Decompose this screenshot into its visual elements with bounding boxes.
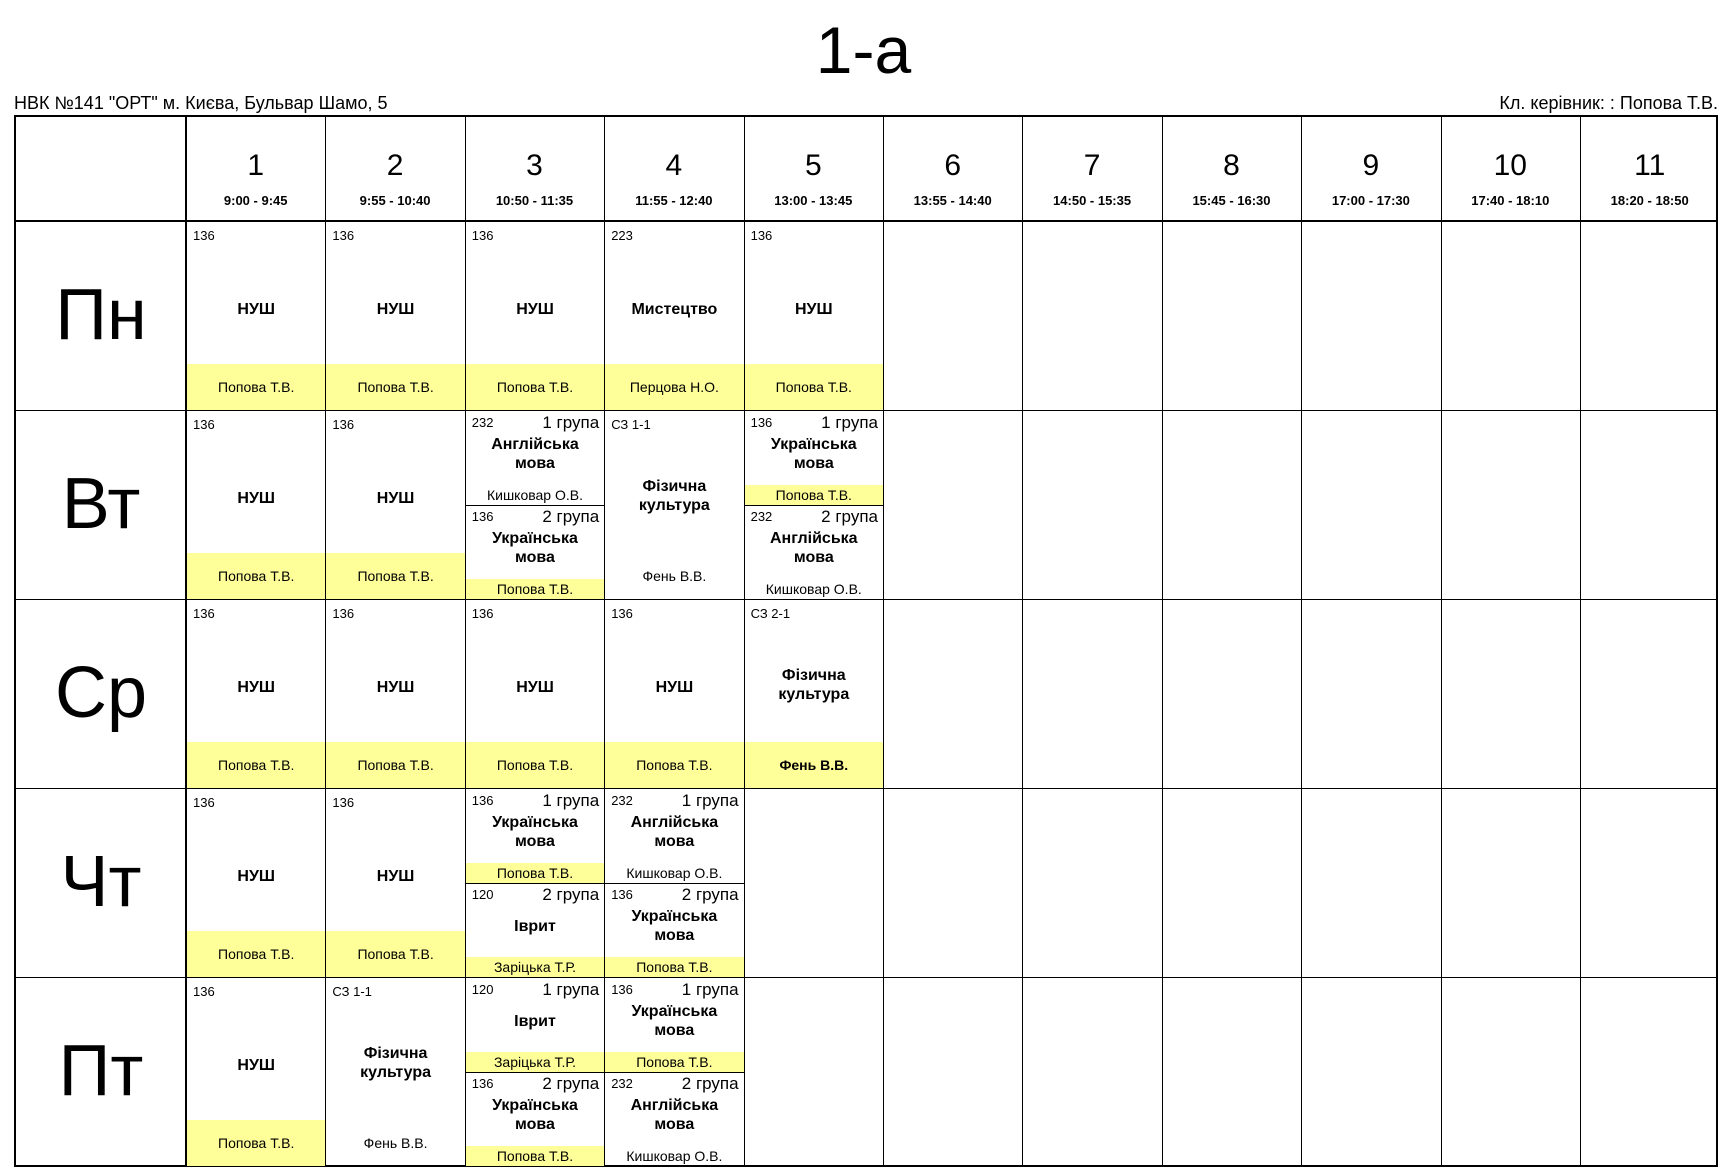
lesson-cell[interactable] bbox=[187, 222, 325, 410]
group-label: 2 група bbox=[542, 885, 600, 904]
group-label: 1 група bbox=[542, 413, 600, 432]
lesson-cell[interactable] bbox=[466, 978, 604, 1166]
period-time: 10:50 - 11:35 bbox=[495, 193, 574, 208]
teacher-name: Попова Т.В. bbox=[605, 957, 743, 977]
subject-name: Англійська мова bbox=[491, 436, 579, 472]
lesson-cell[interactable] bbox=[187, 411, 325, 599]
period-time: 17:00 - 17:30 bbox=[1331, 193, 1410, 208]
period-header bbox=[883, 117, 1022, 221]
teacher-name: Попова Т.В. bbox=[466, 863, 604, 883]
group-label: 2 група bbox=[821, 507, 878, 526]
lesson-cell[interactable] bbox=[745, 600, 883, 788]
teacher-name: Попова Т.В. bbox=[466, 579, 604, 599]
subject-name: НУШ bbox=[376, 868, 415, 885]
period-header bbox=[465, 117, 604, 221]
group-divider bbox=[466, 883, 604, 884]
subject-name: Англійська мова bbox=[769, 530, 858, 566]
subject-name: Українська мова bbox=[770, 436, 857, 472]
period-header bbox=[1162, 117, 1301, 221]
teacher-name: Попова Т.В. bbox=[466, 364, 604, 410]
period-number: 9 bbox=[1362, 149, 1380, 182]
subject-name: Іврит bbox=[514, 918, 556, 935]
subject-name: Українська мова bbox=[631, 908, 718, 944]
teacher-name: Попова Т.В. bbox=[745, 485, 883, 505]
subject-name: Фізична культура bbox=[778, 667, 850, 703]
teacher-name: Фень В.В. bbox=[363, 1135, 428, 1151]
column-divider bbox=[1022, 117, 1023, 1165]
room-number: 136 bbox=[193, 417, 215, 432]
teacher-name: Попова Т.В. bbox=[605, 742, 743, 788]
period-header bbox=[1022, 117, 1161, 221]
lesson-cell[interactable] bbox=[605, 222, 743, 410]
teacher-name: Попова Т.В. bbox=[466, 742, 604, 788]
period-header bbox=[325, 117, 464, 221]
period-time: 13:00 - 13:45 bbox=[774, 193, 853, 208]
group-label: 1 група bbox=[681, 791, 739, 810]
room-number: 136 bbox=[471, 509, 494, 524]
group-lesson[interactable] bbox=[605, 978, 743, 1072]
period-time: 9:55 - 10:40 bbox=[359, 193, 431, 208]
subject-name: НУШ bbox=[237, 301, 275, 318]
group-label: 2 група bbox=[681, 1074, 739, 1093]
teacher-name: Попова Т.В. bbox=[605, 1052, 743, 1072]
room-number: 136 bbox=[750, 228, 773, 243]
subject-name: НУШ bbox=[376, 490, 415, 507]
subject-name: НУШ bbox=[237, 679, 275, 696]
room-number: СЗ 1-1 bbox=[332, 984, 372, 999]
period-time: 11:55 - 12:40 bbox=[635, 193, 713, 208]
column-divider bbox=[1301, 117, 1302, 1165]
subject-name: Іврит bbox=[514, 1013, 556, 1030]
room-number: СЗ 2-1 bbox=[750, 606, 791, 621]
room-number: 136 bbox=[471, 793, 494, 808]
period-header bbox=[744, 117, 883, 221]
group-label: 1 група bbox=[681, 980, 739, 999]
teacher-name: Перцова Н.О. bbox=[605, 364, 743, 410]
teacher-name: Попова Т.В. bbox=[187, 364, 325, 410]
group-divider bbox=[745, 505, 883, 506]
group-lesson[interactable] bbox=[605, 883, 743, 977]
subject-name: Фізична культура bbox=[360, 1045, 432, 1081]
room-number: 136 bbox=[332, 795, 355, 810]
period-header bbox=[604, 117, 743, 221]
period-header bbox=[186, 117, 325, 221]
subject-name: Українська мова bbox=[631, 1003, 718, 1039]
room-number: 136 bbox=[471, 606, 494, 621]
group-divider bbox=[605, 883, 743, 884]
room-number: 136 bbox=[332, 228, 355, 243]
subject-name: НУШ bbox=[516, 301, 554, 318]
period-number: 5 bbox=[804, 149, 822, 182]
group-label: 2 група bbox=[681, 885, 739, 904]
room-number: 232 bbox=[471, 415, 494, 430]
teacher-name: Заріцька Т.Р. bbox=[466, 957, 604, 977]
period-header bbox=[1441, 117, 1580, 221]
group-label: 1 група bbox=[821, 413, 878, 432]
teacher-name: Попова Т.В. bbox=[326, 553, 464, 599]
lesson-cell[interactable] bbox=[326, 222, 464, 410]
room-number: 136 bbox=[193, 795, 215, 810]
lesson-cell[interactable] bbox=[466, 222, 604, 410]
period-number: 1 bbox=[247, 149, 265, 182]
teacher-name: Попова Т.В. bbox=[745, 364, 883, 410]
day-label: Ср bbox=[54, 653, 148, 733]
room-number: 136 bbox=[471, 228, 494, 243]
subject-name: НУШ bbox=[237, 1057, 275, 1074]
teacher-name: Фень В.В. bbox=[642, 568, 707, 584]
period-number: 6 bbox=[944, 149, 962, 182]
period-time: 14:50 - 15:35 bbox=[1053, 193, 1132, 208]
subject-name: Англійська мова bbox=[630, 814, 719, 850]
group-lesson[interactable] bbox=[466, 978, 604, 1072]
column-divider bbox=[883, 117, 884, 1165]
period-header bbox=[1301, 117, 1440, 221]
teacher-name: Заріцька Т.Р. bbox=[466, 1052, 604, 1072]
room-number: 136 bbox=[332, 417, 355, 432]
teacher-name: Попова Т.В. bbox=[466, 1146, 604, 1166]
room-number: 136 bbox=[471, 1076, 494, 1091]
period-time: 17:40 - 18:10 bbox=[1471, 193, 1550, 208]
subject-name: Українська мова bbox=[492, 1097, 578, 1133]
teacher-name: Попова Т.В. bbox=[326, 742, 464, 788]
period-time: 18:20 - 18:50 bbox=[1610, 193, 1689, 208]
lesson-cell[interactable] bbox=[605, 600, 743, 788]
group-lesson[interactable] bbox=[605, 1072, 743, 1166]
room-number: СЗ 1-1 bbox=[611, 417, 651, 432]
period-number: 4 bbox=[665, 149, 683, 182]
group-label: 2 група bbox=[542, 507, 600, 526]
teacher-name: Попова Т.В. bbox=[187, 553, 325, 599]
column-divider bbox=[1580, 117, 1581, 1165]
lesson-cell[interactable] bbox=[187, 978, 325, 1166]
teacher-name: Кишковар О.В. bbox=[626, 1148, 723, 1164]
group-lesson[interactable] bbox=[605, 789, 743, 883]
column-divider bbox=[1162, 117, 1163, 1165]
group-lesson[interactable] bbox=[466, 1072, 604, 1166]
group-lesson[interactable] bbox=[466, 789, 604, 883]
room-number: 120 bbox=[471, 982, 494, 997]
teacher-name: Попова Т.В. bbox=[326, 364, 464, 410]
column-divider bbox=[1441, 117, 1442, 1165]
lesson-cell[interactable] bbox=[326, 789, 464, 977]
subject-name: НУШ bbox=[376, 301, 415, 318]
group-label: 1 група bbox=[542, 980, 600, 999]
subject-name: НУШ bbox=[237, 490, 275, 507]
lesson-cell[interactable] bbox=[187, 789, 325, 977]
lesson-cell[interactable] bbox=[466, 411, 604, 599]
group-lesson[interactable] bbox=[466, 411, 604, 505]
period-number: 7 bbox=[1083, 149, 1101, 182]
page-title: 1-а bbox=[815, 13, 912, 87]
day-label: Вт bbox=[61, 464, 141, 544]
teacher-name: Попова Т.В. bbox=[187, 742, 325, 788]
subject-name: Фізична культура bbox=[638, 478, 710, 514]
period-number: 10 bbox=[1493, 149, 1527, 182]
subject-name: Англійська мова bbox=[630, 1097, 719, 1133]
subject-name: НУШ bbox=[655, 679, 694, 696]
group-lesson[interactable] bbox=[745, 505, 883, 599]
subject-name: НУШ bbox=[516, 679, 554, 696]
room-number: 223 bbox=[611, 228, 633, 243]
teacher-name: Кишковар О.В. bbox=[626, 865, 723, 881]
period-number: 2 bbox=[386, 149, 404, 182]
lesson-cell[interactable] bbox=[187, 600, 325, 788]
period-time: 13:55 - 14:40 bbox=[913, 193, 992, 208]
period-number: 8 bbox=[1223, 149, 1240, 182]
room-number: 120 bbox=[471, 887, 494, 902]
teacher-name: Фень В.В. bbox=[745, 742, 883, 788]
period-time: 9:00 - 9:45 bbox=[223, 193, 288, 208]
timetable-grid bbox=[14, 115, 1718, 1167]
subject-name: НУШ bbox=[237, 868, 275, 885]
room-number: 136 bbox=[611, 606, 633, 621]
lesson-cell[interactable] bbox=[326, 600, 464, 788]
teacher-name: Кишковар О.В. bbox=[765, 581, 862, 597]
room-number: 232 bbox=[611, 793, 633, 808]
teacher-name: Кишковар О.В. bbox=[486, 487, 583, 503]
class-teacher: Кл. керівник: : Попова Т.В. bbox=[1499, 93, 1718, 113]
teacher-name: Попова Т.В. bbox=[187, 1120, 325, 1166]
subject-name: Українська мова bbox=[492, 814, 578, 850]
group-divider bbox=[466, 505, 604, 506]
group-divider bbox=[466, 1072, 604, 1073]
room-number: 136 bbox=[611, 887, 633, 902]
school-name: НВК №141 "ОРТ" м. Києва, Бульвар Шамо, 5 bbox=[14, 93, 388, 113]
subject-name: НУШ bbox=[376, 679, 415, 696]
room-number: 136 bbox=[332, 606, 355, 621]
lesson-cell[interactable] bbox=[605, 789, 743, 977]
day-label: Чт bbox=[60, 842, 142, 922]
group-divider bbox=[605, 1072, 743, 1073]
room-number: 232 bbox=[750, 509, 773, 524]
room-number: 136 bbox=[611, 982, 633, 997]
period-time: 15:45 - 16:30 bbox=[1192, 193, 1271, 208]
lesson-cell[interactable] bbox=[466, 789, 604, 977]
period-number: 11 bbox=[1634, 149, 1666, 182]
group-lesson[interactable] bbox=[466, 883, 604, 977]
room-number: 136 bbox=[193, 606, 215, 621]
lesson-cell[interactable] bbox=[605, 978, 743, 1166]
lesson-cell[interactable] bbox=[326, 411, 464, 599]
lesson-cell[interactable] bbox=[745, 411, 883, 599]
room-number: 136 bbox=[193, 228, 215, 243]
teacher-name: Попова Т.В. bbox=[187, 931, 325, 977]
group-label: 1 група bbox=[542, 791, 600, 810]
subject-name: Українська мова bbox=[492, 530, 578, 566]
day-label: Пн bbox=[55, 275, 147, 355]
lesson-cell[interactable] bbox=[745, 222, 883, 410]
lesson-cell[interactable] bbox=[326, 978, 464, 1166]
subject-name: Мистецтво bbox=[631, 301, 718, 318]
room-number: 136 bbox=[750, 415, 773, 430]
room-number: 232 bbox=[611, 1076, 633, 1091]
lesson-cell[interactable] bbox=[466, 600, 604, 788]
lesson-cell[interactable] bbox=[605, 411, 743, 599]
group-lesson[interactable] bbox=[466, 505, 604, 599]
group-label: 2 група bbox=[542, 1074, 600, 1093]
period-number: 3 bbox=[526, 149, 543, 182]
subject-name: НУШ bbox=[794, 301, 833, 318]
period-header bbox=[1580, 117, 1719, 221]
teacher-name: Попова Т.В. bbox=[326, 931, 464, 977]
day-label: Пт bbox=[58, 1031, 144, 1111]
room-number: 136 bbox=[193, 984, 215, 999]
group-lesson[interactable] bbox=[745, 411, 883, 505]
